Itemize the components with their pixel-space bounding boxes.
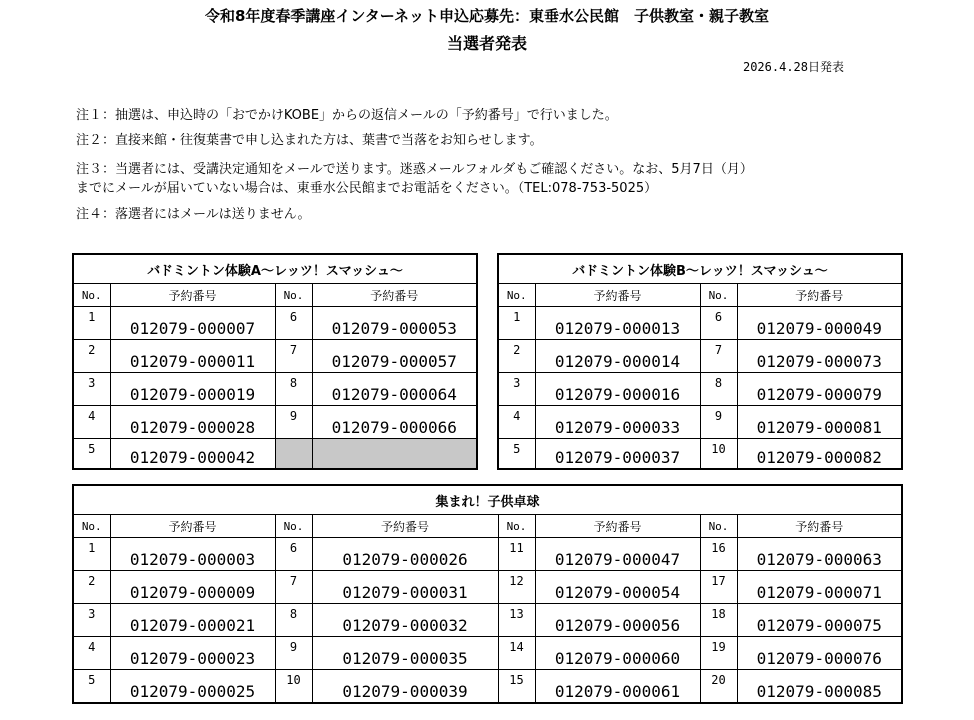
table-title: バドミントン体験B～レッツ！スマッシュ～ — [498, 254, 902, 284]
row-number: 3 — [73, 373, 110, 406]
reservation-number: 012079-000013 — [535, 307, 700, 340]
row-number: 2 — [73, 571, 110, 604]
reservation-number: 012079-000003 — [110, 538, 275, 571]
note-3 — [76, 160, 886, 198]
reservation-number: 012079-000063 — [737, 538, 902, 571]
column-header-no: No. — [700, 515, 737, 538]
table-title: バドミントン体験A～レッツ！スマッシュ～ — [73, 254, 477, 284]
row-number: 2 — [73, 340, 110, 373]
reservation-number: 012079-000079 — [737, 373, 902, 406]
reservation-number: 012079-000073 — [737, 340, 902, 373]
column-header-reservation: 予約番号 — [312, 284, 477, 307]
row-number: 6 — [275, 538, 312, 571]
reservation-number: 012079-000028 — [110, 406, 275, 439]
reservation-number: 012079-000076 — [737, 637, 902, 670]
note-2: 注２：直接来館・往復葉書で申し込まれた方は、葉書で当落をお知らせします。 — [76, 133, 543, 148]
row-number: 2 — [498, 340, 535, 373]
table-row — [498, 340, 902, 373]
reservation-number: 012079-000057 — [312, 340, 477, 373]
reservation-number: 012079-000031 — [312, 571, 498, 604]
reservation-number: 012079-000064 — [312, 373, 477, 406]
column-header-reservation: 予約番号 — [110, 284, 275, 307]
table-row — [498, 406, 902, 439]
table-row — [73, 637, 902, 670]
column-header-no: No. — [275, 515, 312, 538]
document-subtitle: 当選者発表 — [446, 34, 527, 53]
reservation-number: 012079-000049 — [737, 307, 902, 340]
table-row — [73, 439, 477, 470]
reservation-number: 012079-000011 — [110, 340, 275, 373]
row-number: 3 — [73, 604, 110, 637]
row-number: 4 — [73, 406, 110, 439]
row-number: 6 — [275, 307, 312, 340]
row-number: 18 — [700, 604, 737, 637]
reservation-number: 012079-000007 — [110, 307, 275, 340]
reservation-number: 012079-000060 — [535, 637, 700, 670]
row-number: 4 — [498, 406, 535, 439]
reservation-number: 012079-000021 — [110, 604, 275, 637]
note-3-line-2: までにメールが届いていない場合は、東垂水公民館までお電話をください。（TEL:078-753-5025） — [76, 181, 658, 196]
column-header-reservation: 予約番号 — [535, 284, 700, 307]
table-row — [73, 604, 902, 637]
column-header-reservation: 予約番号 — [312, 515, 498, 538]
reservation-number: 012079-000033 — [535, 406, 700, 439]
row-number: 1 — [73, 538, 110, 571]
column-header-no: No. — [73, 284, 110, 307]
empty-cell — [312, 439, 477, 470]
row-number: 1 — [73, 307, 110, 340]
column-header-reservation: 予約番号 — [535, 515, 700, 538]
column-header-no: No. — [275, 284, 312, 307]
reservation-number: 012079-000081 — [737, 406, 902, 439]
reservation-number: 012079-000019 — [110, 373, 275, 406]
empty-cell — [275, 439, 312, 470]
row-number: 10 — [275, 670, 312, 704]
reservation-number: 012079-000061 — [535, 670, 700, 704]
table-row — [498, 439, 902, 470]
reservation-number: 012079-000026 — [312, 538, 498, 571]
table-row — [73, 307, 477, 340]
reservation-number: 012079-000016 — [535, 373, 700, 406]
table-title: 集まれ！子供卓球 — [73, 485, 902, 515]
note-4: 注４：落選者にはメールは送りません。 — [76, 207, 311, 222]
winners-table-table-tennis — [72, 484, 903, 704]
reservation-number: 012079-000054 — [535, 571, 700, 604]
row-number: 9 — [275, 406, 312, 439]
row-number: 9 — [700, 406, 737, 439]
reservation-number: 012079-000075 — [737, 604, 902, 637]
winners-table-badminton-b — [497, 253, 903, 470]
reservation-number: 012079-000039 — [312, 670, 498, 704]
reservation-number: 012079-000053 — [312, 307, 477, 340]
reservation-number: 012079-000042 — [110, 439, 275, 470]
row-number: 10 — [700, 439, 737, 470]
row-number: 3 — [498, 373, 535, 406]
reservation-number: 012079-000056 — [535, 604, 700, 637]
row-number: 4 — [73, 637, 110, 670]
row-number: 7 — [700, 340, 737, 373]
reservation-number: 012079-000037 — [535, 439, 700, 470]
row-number: 17 — [700, 571, 737, 604]
row-number: 20 — [700, 670, 737, 704]
document-title: 令和8年度春季講座インターネット申込応募先：東垂水公民館 子供教室・親子教室 — [204, 7, 770, 25]
row-number: 8 — [275, 604, 312, 637]
row-number: 11 — [498, 538, 535, 571]
row-number: 7 — [275, 340, 312, 373]
row-number: 19 — [700, 637, 737, 670]
reservation-number: 012079-000009 — [110, 571, 275, 604]
reservation-number: 012079-000047 — [535, 538, 700, 571]
row-number: 14 — [498, 637, 535, 670]
note-3-line-1: 注３：当選者には、受講決定通知をメールで送ります。迷惑メールフォルダもご確認ください。なお、5月7日（月） — [76, 162, 753, 177]
column-header-no: No. — [498, 284, 535, 307]
row-number: 1 — [498, 307, 535, 340]
row-number: 16 — [700, 538, 737, 571]
reservation-number: 012079-000032 — [312, 604, 498, 637]
table-row — [73, 373, 477, 406]
winners-table-badminton-a — [72, 253, 478, 470]
column-header-no: No. — [700, 284, 737, 307]
table-row — [73, 670, 902, 704]
announcement-date: 2026.4.28日発表 — [742, 60, 844, 74]
note-1: 注１：抽選は、申込時の「おでかけKOBE」からの返信メールの「予約番号」で行いました。 — [76, 108, 618, 123]
reservation-number: 012079-000085 — [737, 670, 902, 704]
row-number: 7 — [275, 571, 312, 604]
table-row — [73, 340, 477, 373]
row-number: 8 — [275, 373, 312, 406]
column-header-reservation: 予約番号 — [737, 515, 902, 538]
reservation-number: 012079-000066 — [312, 406, 477, 439]
row-number: 15 — [498, 670, 535, 704]
row-number: 5 — [73, 670, 110, 704]
reservation-number: 012079-000035 — [312, 637, 498, 670]
column-header-no: No. — [498, 515, 535, 538]
reservation-number: 012079-000014 — [535, 340, 700, 373]
column-header-reservation: 予約番号 — [110, 515, 275, 538]
row-number: 8 — [700, 373, 737, 406]
reservation-number: 012079-000023 — [110, 637, 275, 670]
table-row — [73, 571, 902, 604]
column-header-no: No. — [73, 515, 110, 538]
table-row — [498, 307, 902, 340]
reservation-number: 012079-000025 — [110, 670, 275, 704]
table-row — [73, 538, 902, 571]
row-number: 13 — [498, 604, 535, 637]
row-number: 9 — [275, 637, 312, 670]
reservation-number: 012079-000082 — [737, 439, 902, 470]
table-row — [73, 406, 477, 439]
row-number: 6 — [700, 307, 737, 340]
row-number: 12 — [498, 571, 535, 604]
column-header-reservation: 予約番号 — [737, 284, 902, 307]
table-row — [498, 373, 902, 406]
row-number: 5 — [73, 439, 110, 470]
row-number: 5 — [498, 439, 535, 470]
reservation-number: 012079-000071 — [737, 571, 902, 604]
